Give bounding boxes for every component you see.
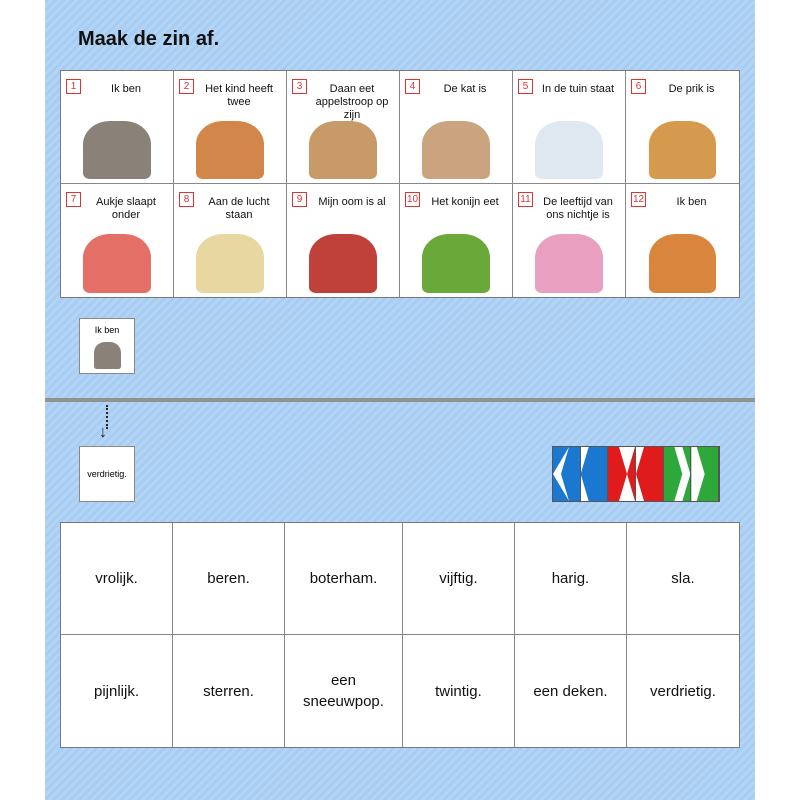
answer-card[interactable]: verdrietig.: [79, 446, 135, 502]
word-option[interactable]: harig.: [515, 523, 627, 635]
card-image: [535, 234, 602, 293]
prev-right-icon[interactable]: [581, 447, 609, 501]
arrow-down-icon: ↓: [99, 424, 107, 441]
card-text: Daan eet appelstroop op zijn: [315, 83, 389, 121]
chevron-shape: [636, 447, 663, 501]
card-text: De leeftijd van ons nichtje is: [543, 196, 613, 221]
chevron-shape: [664, 447, 691, 501]
card-text: Ik ben: [676, 196, 707, 208]
word-option[interactable]: sla.: [627, 523, 739, 635]
word-option[interactable]: vijftig.: [403, 523, 515, 635]
sentence-card[interactable]: [174, 184, 287, 297]
chevron-shape: [553, 447, 580, 501]
card-text: De prik is: [668, 83, 715, 95]
navigation-buttons[interactable]: [552, 446, 720, 502]
card-number: 7: [66, 192, 81, 207]
card-image: [422, 234, 489, 293]
sentence-card[interactable]: [174, 71, 287, 184]
card-text: Aan de lucht staan: [208, 196, 270, 221]
card-number: 8: [179, 192, 194, 207]
card-image: [649, 234, 717, 293]
sentence-card[interactable]: [513, 184, 626, 297]
word-option[interactable]: een sneeuwpop.: [285, 635, 403, 747]
card-image: [83, 234, 150, 293]
card-text: Aukje slaapt onder: [96, 196, 156, 221]
sentence-card[interactable]: [287, 71, 400, 184]
card-number: 9: [292, 192, 307, 207]
word-option[interactable]: sterren.: [173, 635, 285, 747]
card-image: [535, 121, 602, 179]
divider: [45, 398, 755, 402]
sentence-card[interactable]: [400, 71, 513, 184]
card-number: 4: [405, 79, 420, 94]
cross-right-icon[interactable]: [636, 447, 664, 501]
sentence-card[interactable]: [513, 71, 626, 184]
sentence-card[interactable]: [61, 71, 174, 184]
card-text: De kat is: [443, 83, 487, 95]
chevron-shape: [691, 447, 718, 501]
card-number: 3: [292, 79, 307, 94]
sentence-card[interactable]: [626, 71, 739, 184]
card-image: [196, 234, 263, 293]
prev-left-icon[interactable]: [553, 447, 581, 501]
word-options-grid: [60, 522, 740, 748]
chevron-shape: [608, 447, 635, 501]
selected-card[interactable]: [79, 318, 135, 374]
card-text: Het konijn eet: [431, 196, 499, 208]
card-image: [309, 234, 376, 293]
card-number: 11: [518, 192, 533, 207]
card-image: [83, 121, 150, 179]
card-number: 10: [406, 194, 419, 205]
card-text: Het kind heeft twee: [205, 83, 273, 108]
card-number: 5: [518, 79, 533, 94]
word-option[interactable]: verdrietig.: [650, 682, 716, 700]
word-option[interactable]: pijnlijk.: [61, 635, 173, 747]
card-image: [196, 121, 263, 179]
card-number: 12: [632, 194, 645, 205]
sentence-card[interactable]: [61, 184, 174, 297]
word-option[interactable]: twintig.: [403, 635, 515, 747]
card-text: Ik ben: [111, 83, 141, 95]
page-title: Maak de zin af.: [78, 28, 220, 50]
card-image: [309, 121, 376, 179]
sentence-card[interactable]: [400, 184, 513, 297]
chevron-shape: [581, 447, 608, 501]
word-option[interactable]: een deken.: [515, 635, 627, 747]
word-option[interactable]: beren.: [173, 523, 285, 635]
card-text: Mijn oom is al: [318, 196, 386, 208]
sentence-card[interactable]: [287, 184, 400, 297]
sentence-cards-grid: [60, 70, 740, 298]
sentence-card[interactable]: [626, 184, 739, 297]
raccoon-image: [94, 342, 121, 369]
word-option[interactable]: vrolijk.: [61, 523, 173, 635]
word-option[interactable]: boterham.: [285, 523, 403, 635]
card-image: [649, 121, 717, 179]
card-number: 2: [179, 79, 194, 94]
next-left-icon[interactable]: [664, 447, 692, 501]
card-number: 1: [66, 79, 81, 94]
card-number: 6: [631, 79, 646, 94]
card-image: [422, 121, 489, 179]
cross-left-icon[interactable]: [608, 447, 636, 501]
card-text: In de tuin staat: [541, 83, 615, 95]
next-right-icon[interactable]: [691, 447, 719, 501]
selected-card-text: Ik ben: [94, 325, 120, 335]
